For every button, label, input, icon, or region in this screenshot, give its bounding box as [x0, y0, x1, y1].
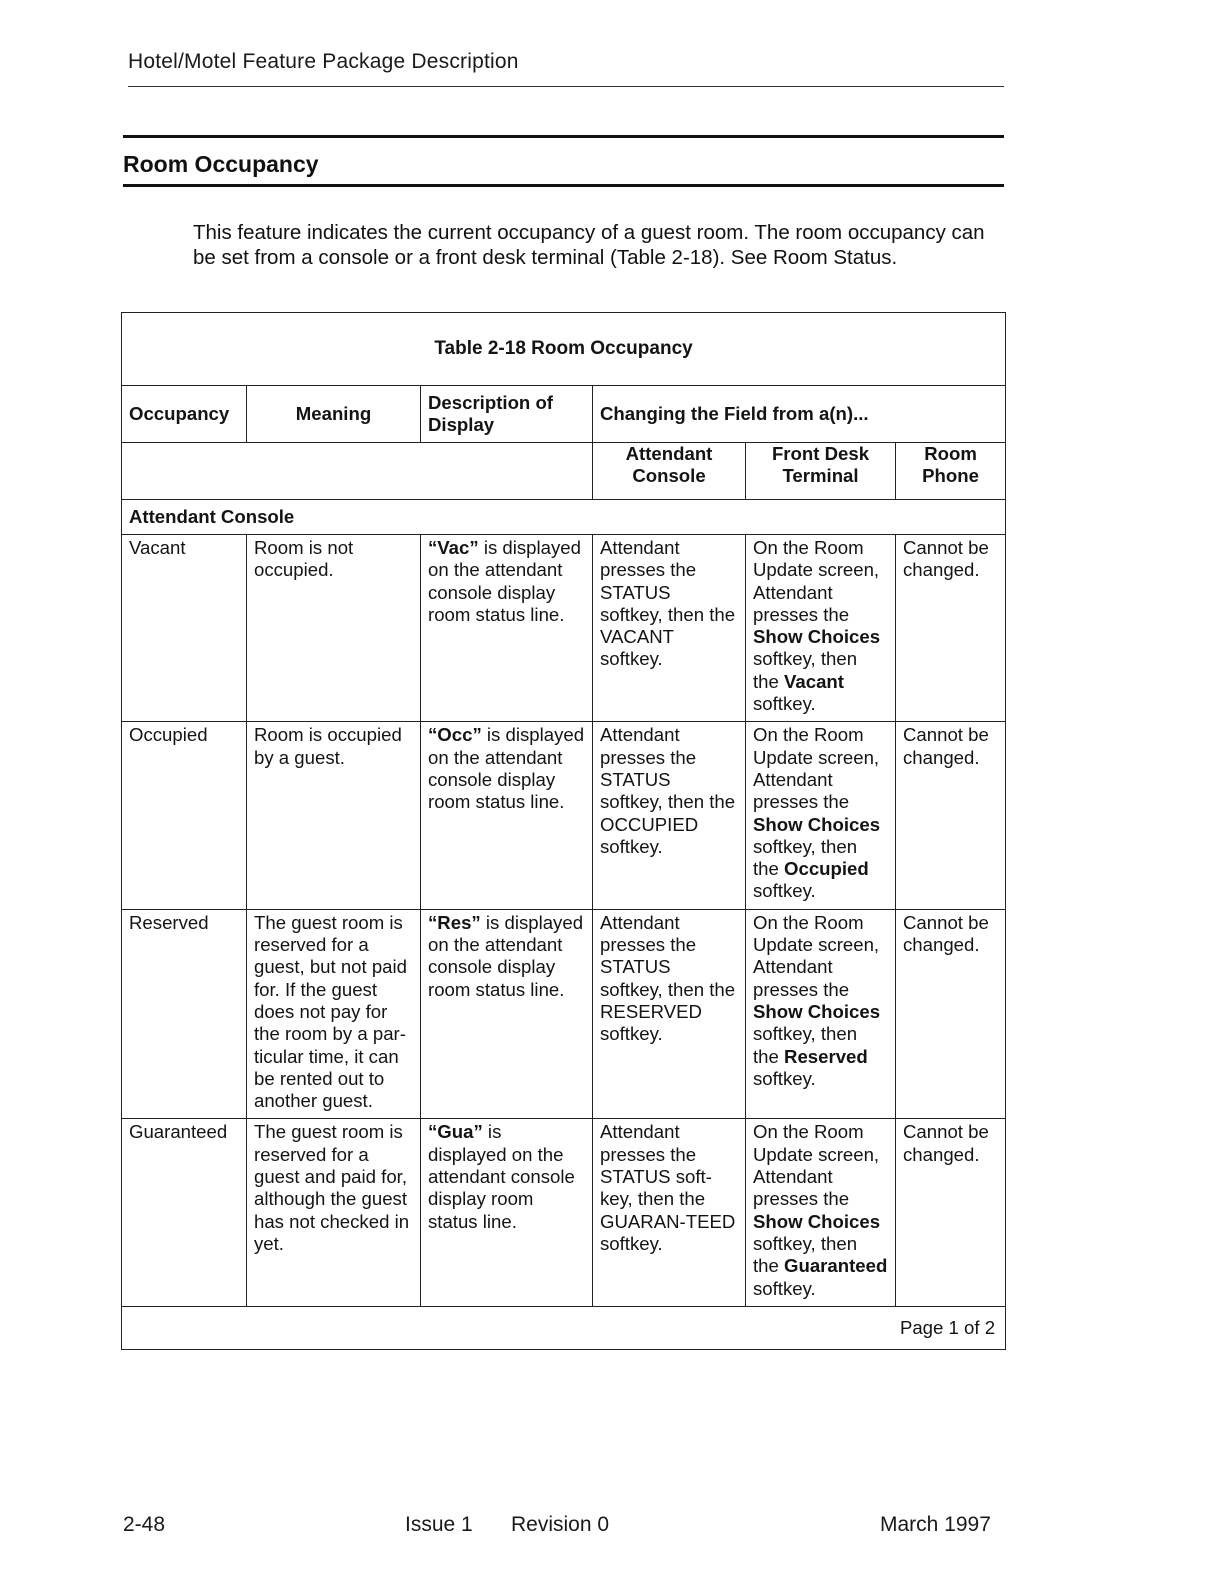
col-header-meaning: Meaning	[247, 386, 421, 443]
fd-text-post: softkey.	[753, 1277, 816, 1299]
page-indicator: Page 1 of 2	[122, 1306, 1006, 1349]
page-footer	[0, 1513, 1224, 1543]
section-title-block	[123, 135, 1004, 187]
fd-text-mid: softkey, then the	[753, 648, 858, 692]
cell-attendant-console: Attendant presses the STATUS softkey, then the RESERVED softkey.	[593, 909, 746, 1119]
cell-description	[421, 909, 593, 1119]
cell-attendant-console: Attendant presses the STATUS softkey, then the OCCUPIED softkey.	[593, 722, 746, 909]
cell-meaning: The guest room is reserved for a guest and paid for, although the guest has not checked in yet.	[247, 1119, 421, 1306]
page-number: 2-48	[123, 1513, 166, 1536]
fd-text-pre: On the Room Update screen, Attendant presses the	[753, 724, 880, 813]
show-choices-softkey: Show Choices	[753, 1000, 881, 1022]
cell-room-phone: Cannot be changed.	[896, 535, 1006, 722]
show-choices-softkey: Show Choices	[753, 813, 881, 835]
col-header-attendant-console: Attendant Console	[593, 443, 746, 500]
display-code: “Vac”	[428, 537, 479, 558]
col-header-changing: Changing the Field from a(n)...	[593, 386, 1006, 443]
col-header-front-desk-terminal: Front Desk Terminal	[746, 443, 896, 500]
col-header-room-phone: Room Phone	[896, 443, 1006, 500]
description-text: is displayed on the attendant console display room status line.	[428, 1121, 575, 1232]
display-code: “Occ”	[428, 724, 482, 746]
table-row	[122, 722, 1006, 909]
cell-description	[421, 722, 593, 909]
fd-text-mid: softkey, then the	[753, 835, 858, 880]
show-choices-softkey: Show Choices	[753, 626, 881, 648]
running-header: Hotel/Motel Feature Package Description	[128, 50, 1004, 87]
col-header-description: Description of Display	[421, 386, 593, 443]
table-row	[122, 909, 1006, 1119]
fd-text-pre: On the Room Update screen, Attendant presses the	[753, 537, 880, 625]
cell-occupancy: Occupied	[122, 722, 247, 909]
cell-attendant-console: Attendant presses the STATUS soft-key, then the GUARAN-TEED softkey.	[593, 1119, 746, 1306]
fd-text-post: softkey.	[753, 880, 816, 902]
cell-front-desk-terminal	[746, 909, 896, 1119]
description-text: is displayed on the attendant console display room status line.	[428, 724, 585, 813]
display-code: “Res”	[428, 911, 481, 933]
status-softkey: Occupied	[784, 858, 869, 880]
intro-paragraph: This feature indicates the current occupancy of a guest room. The room occupancy can be set from a console or a front desk terminal (Table 2-18). See Room Status.	[193, 221, 985, 269]
table-row	[122, 1119, 1006, 1306]
cell-occupancy: Reserved	[122, 909, 247, 1119]
fd-text-mid: softkey, then the	[753, 1232, 858, 1277]
col-header-occupancy: Occupancy	[122, 386, 247, 443]
cell-meaning: The guest room is reserved for a guest, but not paid for. If the guest does not pay for the room by a par-ticular time, it can be rented out to another guest.	[247, 909, 421, 1119]
cell-description	[421, 535, 593, 722]
display-code: “Gua”	[428, 1121, 483, 1143]
description-text: is displayed on the attendant console display room status line.	[428, 911, 584, 1000]
cell-front-desk-terminal	[746, 535, 896, 722]
description-text: is displayed on the attendant console display room status line.	[428, 537, 581, 625]
cell-front-desk-terminal	[746, 1119, 896, 1306]
table-caption: Table 2-18 Room Occupancy	[122, 313, 1006, 386]
issue-label: Issue 1	[405, 1513, 473, 1536]
fd-text-post: softkey.	[753, 693, 816, 715]
room-occupancy-table	[121, 312, 1006, 1350]
section-title: Room Occupancy	[123, 151, 319, 177]
fd-text-pre: On the Room Update screen, Attendant presses the	[753, 1121, 880, 1210]
fd-text-pre: On the Room Update screen, Attendant presses the	[753, 911, 880, 1000]
sub-header-spacer	[122, 443, 593, 500]
show-choices-softkey: Show Choices	[753, 1210, 881, 1232]
group-label: Attendant Console	[122, 500, 1006, 535]
cell-meaning: Room is not occupied.	[247, 535, 421, 722]
cell-meaning: Room is occupied by a guest.	[247, 722, 421, 909]
status-softkey: Vacant	[784, 670, 844, 692]
table-row	[122, 535, 1006, 722]
cell-room-phone: Cannot be changed.	[896, 722, 1006, 909]
fd-text-mid: softkey, then the	[753, 1023, 858, 1067]
status-softkey: Guaranteed	[784, 1255, 888, 1277]
publication-date: March 1997	[880, 1513, 991, 1536]
cell-occupancy: Guaranteed	[122, 1119, 247, 1306]
revision-label: Revision 0	[511, 1513, 610, 1536]
cell-room-phone: Cannot be changed.	[896, 1119, 1006, 1306]
cell-room-phone: Cannot be changed.	[896, 909, 1006, 1119]
cell-description	[421, 1119, 593, 1306]
cell-attendant-console: Attendant presses the STATUS softkey, then the VACANT softkey.	[593, 535, 746, 722]
status-softkey: Reserved	[784, 1045, 868, 1067]
cell-front-desk-terminal	[746, 722, 896, 909]
fd-text-post: softkey.	[753, 1067, 816, 1089]
cell-occupancy: Vacant	[122, 535, 247, 722]
